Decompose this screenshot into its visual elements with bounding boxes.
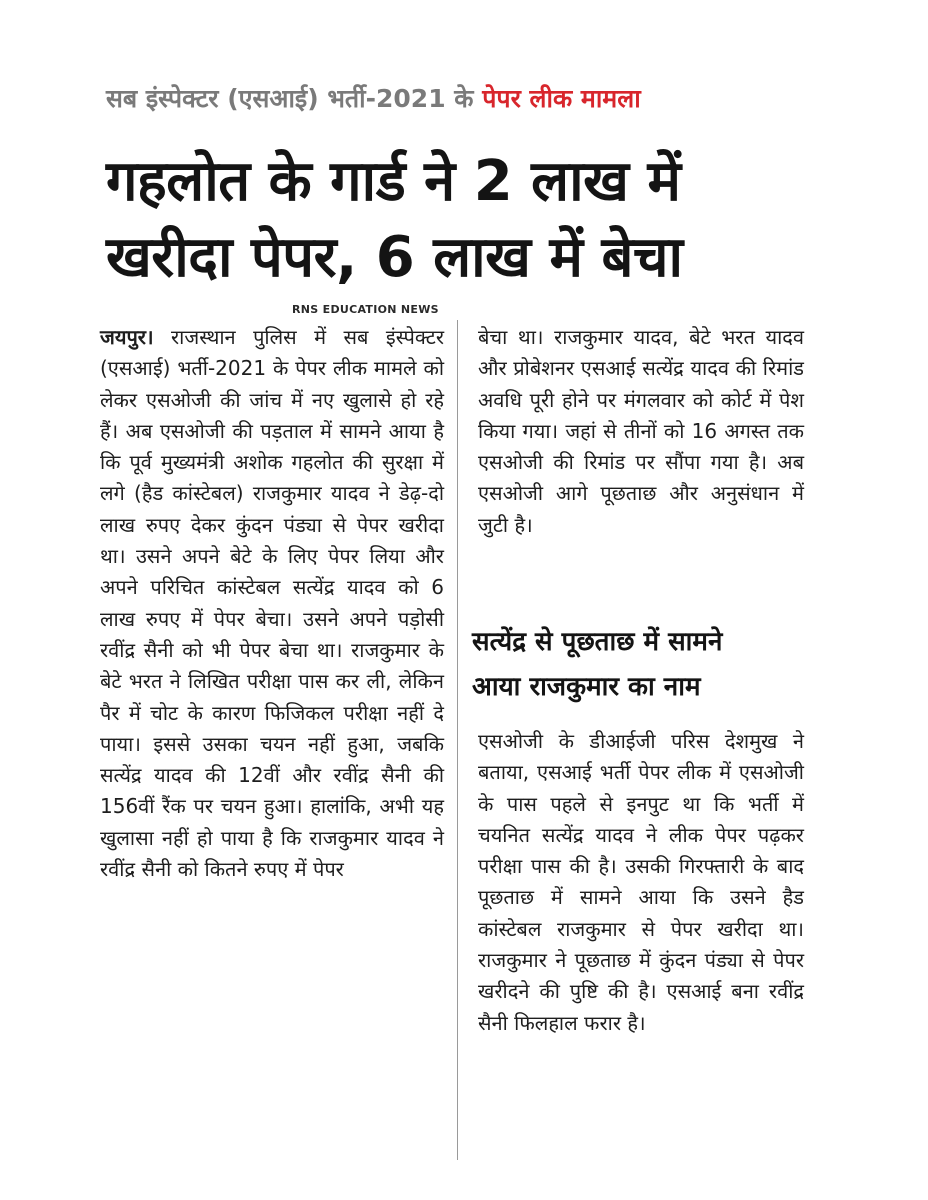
subheading <box>472 620 822 710</box>
article-left-text: राजस्थान पुलिस में सब इंस्पेक्टर (एसआई) भर्ती-2021 के पेपर लीक मामले को लेकर एसओजी की जांच में नए खुलासे हो रहे हैं। अब एसओजी की पड़ताल में सामने आया है कि पूर्व मुख्यमंत्री अशोक गहलोत की सुरक्षा में लगे (हैड कांस्टेबल) राजकुमार यादव ने डेढ़-दो लाख रुपए देकर कुंदन पंड्या से पेपर खरीदा था। उसने अपने बेटे के लिए पेपर लिया और अपने परिचित कांस्टेबल सत्येंद्र यादव को 6 लाख रुपए में पेपर बेचा। उसने अपने पड़ोसी रवींद्र सैनी को भी पेपर बेचा था। राजकुमार के बेटे भरत ने लिखित परीक्षा पास कर ली, लेकिन पैर में चोट के कारण फिजिकल परीक्षा नहीं दे पाया। इससे उसका चयन नहीं हुआ, जबकि सत्येंद्र यादव की 12वीं और रवींद्र सैनी की 156वीं रैंक पर चयन हुआ। हालांकि, अभी यह खुलासा नहीं हो पाया है कि राजकुमार यादव ने रवींद्र सैनी को कितने रुपए में पेपर <box>100 325 444 882</box>
article-column-right-bottom <box>478 726 804 1039</box>
headline-line-1: गहलोत के गार्ड ने 2 लाख में <box>106 149 681 214</box>
subheading-line-1: सत्येंद्र से पूछताछ में सामने <box>472 627 723 657</box>
subheading-line-2: आया राजकुमार का नाम <box>472 672 701 702</box>
article-column-left <box>100 322 444 885</box>
kicker-prefix: सब इंस्पेक्टर (एसआई) भर्ती-2021 के <box>106 84 474 113</box>
dateline: जयपुर। <box>100 325 154 349</box>
column-divider <box>457 320 458 1160</box>
kicker <box>106 82 641 116</box>
article-right-text-1: बेचा था। राजकुमार यादव, बेटे भरत यादव और प्रोबेशनर एसआई सत्येंद्र यादव की रिमांड अवधि पूरी होने पर मंगलवार को कोर्ट में पेश किया गया। जहां से तीनों को 16 अगस्त तक एसओजी की रिमांड पर सौंपा गया है। अब एसओजी आगे पूछताछ और अनुसंधान में जुटी है। <box>478 325 804 537</box>
newspaper-clipping <box>86 72 846 1162</box>
headline <box>106 144 806 296</box>
headline-line-2: खरीदा पेपर, 6 लाख में बेचा <box>106 225 683 290</box>
article-right-text-2: एसओजी के डीआईजी परिस देशमुख ने बताया, एसआई भर्ती पेपर लीक में एसओजी के पास पहले से इनपुट था कि भर्ती में चयनित सत्येंद्र यादव ने लीक पेपर पढ़कर परीक्षा पास की है। उसकी गिरफ्तारी के बाद पूछताछ में सामने आया कि उसने हैड कांस्टेबल राजकुमार से पेपर खरीदा था। राजकुमार ने पूछताछ में कुंदन पंड्या से पेपर खरीदने की पुष्टि की है। एसआई बना रवींद्र सैनी फिलहाल फरार है। <box>478 729 804 1035</box>
source-credit: RNS EDUCATION NEWS <box>292 303 439 316</box>
article-column-right-top <box>478 322 804 541</box>
kicker-highlight: पेपर लीक मामला <box>482 84 641 113</box>
